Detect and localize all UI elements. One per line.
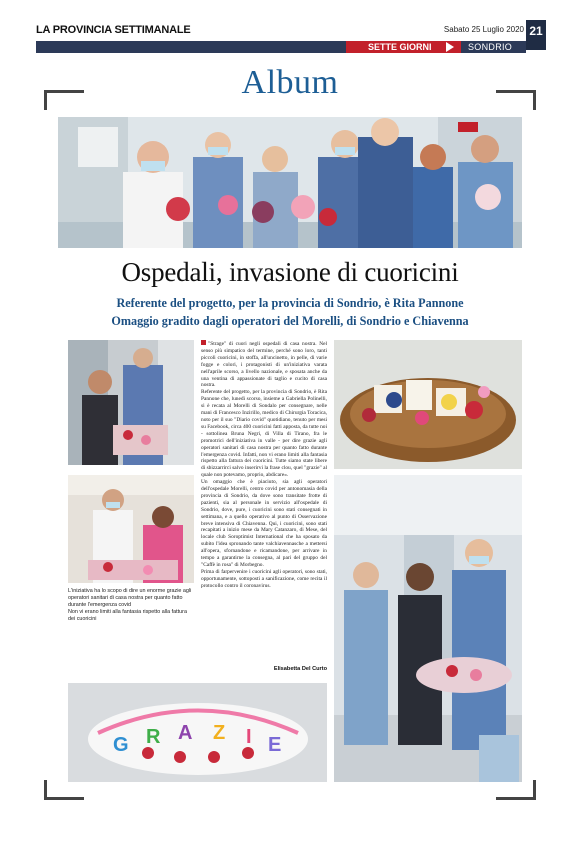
photo-volunteer-and-doctor bbox=[68, 340, 194, 465]
frame-corner-bottom-right bbox=[496, 780, 536, 800]
issue-date: Sabato 25 Luglio 2020 bbox=[443, 25, 524, 34]
grazie-letter: A bbox=[178, 722, 193, 744]
photo-nurse-and-volunteer bbox=[68, 475, 194, 583]
grazie-letter: I bbox=[246, 726, 252, 748]
article-body bbox=[201, 340, 327, 590]
frame-corner-top-left bbox=[44, 90, 84, 110]
section-bar bbox=[36, 41, 526, 53]
photo-grazie-sign bbox=[68, 683, 327, 782]
publication-name: LA PROVINCIA SETTIMANALE bbox=[36, 24, 191, 36]
play-arrow-icon bbox=[446, 42, 454, 52]
frame-corner-top-right bbox=[496, 90, 536, 110]
frame-corner-bottom-left bbox=[44, 780, 84, 800]
article-paragraph: Un omaggio che è piaciuto, sia agli operatori dell'ospedale Morelli, centro covid per antonomasia della provincia di Sondrio, da dove sono transitate frotte di pazienti, sia al personale in servizio all'ospedale di Sondrio, dove, pure, i cuoricini sono stati consegnati in settimana, e a quello operativo al punto di Osservazione breve intensiva di Chiavenna. Qui, i cuoricini, sono stati recapitati a inizio mese da Mary Catanzaro, di Mese, del locale club Soroptimist International che ha sposato da subito l'idea spronando tante valchiavennasche a mettersi all'opera, sfornandone e ricamandone, per arrivare in tempo a garantirne la consegna, al pari del gruppo del "Caffè in rosa" di Morbegno. bbox=[201, 479, 327, 568]
article-paragraph: Prima di farpervenire i cuoricini agli operatori, sono stati, opportunamente, sottoposti a sanificazione, come recita il protocollo contro il coronavirus. bbox=[201, 568, 327, 589]
caption-line-1: L'iniziativa ha lo scopo di dire un enorme grazie agli operatori sanitari di casa nostra per quanto fatto durante l'emergenza covid bbox=[68, 588, 192, 608]
caption-line-2: Non vi erano limiti alla fantasia rispetto alla fattura dei cuoricini bbox=[68, 609, 187, 622]
subheadline-1: Referente del progetto, per la provincia di Sondrio, è Rita Pannone bbox=[116, 296, 464, 310]
grazie-letter: G bbox=[113, 734, 129, 756]
masthead bbox=[36, 24, 546, 38]
grazie-letter: R bbox=[146, 726, 161, 748]
section-location: SONDRIO bbox=[468, 42, 513, 52]
red-square-icon bbox=[201, 340, 206, 345]
grazie-letter: E bbox=[268, 734, 282, 756]
page-number: 21 bbox=[526, 20, 546, 50]
album-title: Album bbox=[241, 64, 339, 101]
subheadline-2: Omaggio gradito dagli operatori del Morelli, di Sondrio e Chiavenna bbox=[111, 314, 469, 328]
photo-basket-of-hearts bbox=[334, 340, 522, 469]
section-label: SETTE GIORNI bbox=[346, 41, 461, 53]
group-photo-staff bbox=[58, 117, 522, 248]
article-headline: Ospedali, invasione di cuoricini bbox=[121, 257, 459, 287]
photo-corridor-delivery bbox=[334, 475, 522, 782]
photo-caption bbox=[68, 588, 194, 623]
article-paragraph: Referente del progetto, per la provincia di Sondrio, è Rita Pannone che, lunedì scorso, insieme a Gabriella Polinelli, si è recata al Morelli di Sondalo per consegnare, nelle mani di Francesco Inzirillo, medico di Chirurgia Toracica, noto per il suo "Diario covid" quotidiano, tenuto per mesi su Facebook, circa 400 cuoricini fatti apposta, da tutte noi - sottolinea Bruna Negri, di Villa di Tirano, fra le promotrici dell'iniziativa in valle - per dire grazie agli operatori sanitari di casa nostra per quanto fatto durante l'emergenza covid. Infatti, non vi erano limiti alla fantasia rispetto alla fattura dei cuoricini. Tutte siamo state libere di sbizzarrirci salvo inserirvi la frase clou, quel "grazie" al quale non potevamo, proprio, abdicare». bbox=[201, 389, 327, 479]
grazie-letter: Z bbox=[213, 722, 226, 744]
article-paragraph: "Strage" di cuori negli ospedali di casa nostra. Nel senso più simpatico del termine, perché sono loro, tanti piccoli cuoricini, in stoffa, all'uncinetto, in pelle, di varie fogge e colori, i protagonisti di un'iniziativa varata nell'aprile scorso, a livello nazionale, e sposata anche da una ventina di appassionate di taglio e cucito di casa nostra. bbox=[201, 341, 327, 389]
byline: Elisabetta Del Curto bbox=[273, 666, 327, 672]
